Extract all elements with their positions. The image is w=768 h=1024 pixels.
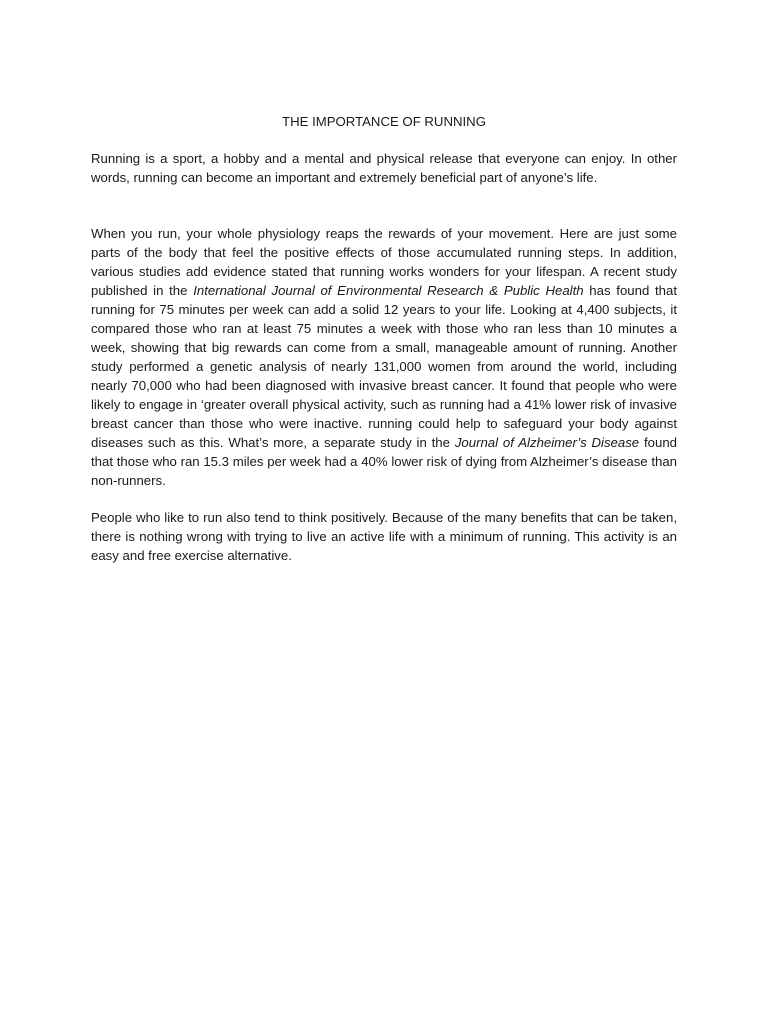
document-body — [91, 112, 677, 565]
paragraph-benefits-text-3: found that those who ran 15.3 miles per week had a 40% lower risk of dying from Alzheimer’s disease than non-runners. — [91, 435, 677, 488]
paragraph-benefits-text-1: When you run, your whole physiology reaps the rewards of your movement. Here are just some parts of the body that feel the positive effects of those accumulated running steps. In addition, various studies add evidence stated that running works wonders for your lifespan. A recent study published in the — [91, 226, 677, 298]
paragraph-benefits-text-2: has found that running for 75 minutes per week can add a solid 12 years to your life. Looking at 4,400 subjects, it compared those who ran at least 75 minutes a week with those who ran less than 10 minutes a week, showing that big rewards can come from a small, manageable amount of running. Another study performed a genetic analysis of nearly 131,000 women from around the world, including nearly 70,000 who had been diagnosed with invasive breast cancer. It found that people who were likely to engage in ‘greater overall physical activity, such as running had a 41% lower risk of invasive breast cancer than those who were inactive. running could help to safeguard your body against diseases such as this. What’s more, a separate study in the — [91, 283, 677, 450]
document-title: THE IMPORTANCE OF RUNNING — [282, 114, 486, 129]
paragraph-conclusion: People who like to run also tend to think positively. Because of the many benefits that can be taken, there is nothing wrong with trying to live an active life with a minimum of running. This activity is an easy and free exercise alternative. — [91, 510, 677, 563]
journal-title-alzheimers: Journal of Alzheimer’s Disease — [454, 435, 640, 450]
journal-title-environmental: International Journal of Environmental Research & Public Health — [193, 283, 584, 298]
paragraph-intro: Running is a sport, a hobby and a mental and physical release that everyone can enjoy. In other words, running can become an important and extremely beneficial part of anyone’s life. — [91, 151, 677, 185]
paragraph-benefits — [91, 224, 677, 490]
